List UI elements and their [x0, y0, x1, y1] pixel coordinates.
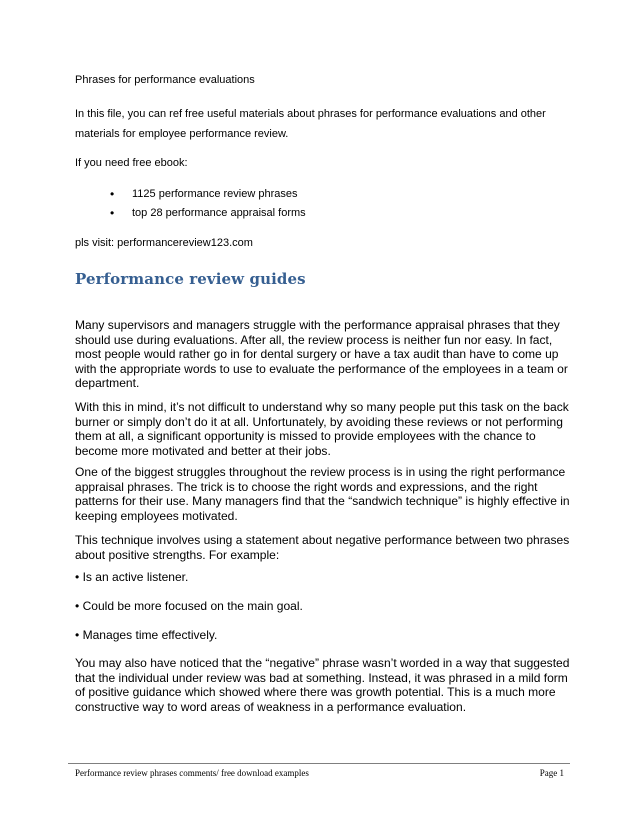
example-phrase-listener: • Is an active listener.	[75, 570, 189, 584]
footer-text: Performance review phrases comments/ free download examples	[75, 768, 309, 778]
intro-description-line-2: materials for employee performance review.	[75, 128, 289, 140]
page-number: Page 1	[539, 768, 564, 778]
example-phrase-time: • Manages time effectively.	[75, 628, 218, 642]
ebook-list-item: • top 28 performance appraisal forms	[110, 204, 530, 223]
example-phrase-focused: • Could be more focused on the main goal.	[75, 599, 303, 613]
paragraph-struggle: Many supervisors and managers struggle with the performance appraisal phrases that they should use during evaluations. After all, the review process is neither fun nor easy. In fact, most people would rather go in for dental surgery or have a tax audit than have to come up with the appropriate words to use to evaluate the performance of the employees in a team or department.	[75, 318, 568, 391]
document-title: Phrases for performance evaluations	[75, 74, 255, 86]
section-heading: Performance review guides	[75, 270, 306, 288]
paragraph-technique: This technique involves using a statement about negative performance between two phrases about positive strengths. For example:	[75, 533, 570, 562]
footer-divider	[68, 763, 570, 764]
intro-description-line-1: In this file, you can ref free useful materials about phrases for performance evaluations and other	[75, 108, 546, 120]
ebook-list	[110, 185, 530, 223]
ebook-prompt: If you need free ebook:	[75, 157, 188, 169]
ebook-list-item: • 1125 performance review phrases	[110, 185, 530, 204]
paragraph-negative-phrase: You may also have noticed that the “negative” phrase wasn’t worded in a way that suggested that the individual under review was bad at something. Instead, it was phrased in a mild form of positive guidance which showed where there was growth potential. This is a much more constructive way to word areas of weakness in a performance evaluation.	[75, 656, 570, 714]
paragraph-biggest-struggles: One of the biggest struggles throughout the review process is in using the right performance appraisal phrases. The trick is to choose the right words and expressions, and the right patterns for their use. Many managers find that the “sandwich technique” is highly effective in keeping employees motivated.	[75, 465, 570, 523]
visit-link-text[interactable]: pls visit: performancereview123.com	[75, 237, 253, 249]
paragraph-back-burner: With this in mind, it’s not difficult to understand why so many people put this task on the back burner or simply don’t do it at all. Unfortunately, by avoiding these reviews or not performing them at all, a significant opportunity is missed to provide employees with the chance to become more motivated and better at their jobs.	[75, 400, 569, 458]
